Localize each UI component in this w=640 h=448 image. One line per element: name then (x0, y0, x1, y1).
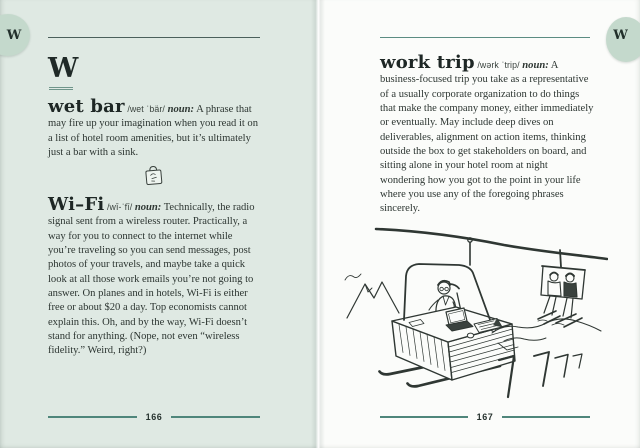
suitcase-icon (48, 163, 260, 196)
definition: A business-focused trip you take as a representative of a usually corporate organization to do things that make the company money, either immediately or eventually. May include deep dives on deliverables, alignment on action items, thinking outside the box to get stakeholders on board, and sitting alone in your hotel room at night wondering how you got to the point in your life where you use any of the foregoing phrases sincerely. (380, 60, 594, 215)
folio-number: 166 (145, 411, 163, 422)
top-rule-left (48, 37, 260, 38)
headword: work trip (380, 52, 475, 73)
definition: Technically, the radio signal sent from a wireless router. Practically, a way for you to connect to the internet while you’re traveling so you can send messages, post photos of your travels, and maybe take a quick look at all those work emails you’re not going to answer. On planes and in hotels, Wi-Fi is either free or about $20 a day. Top economists cannot explain this. Oh, and by the way, Wi-Fi doesn’t stand for anything. (Nope, not even “wireless fidelity.” Weird, right?) (48, 202, 255, 357)
page-number-right (380, 412, 590, 422)
entry-work-trip (380, 52, 594, 217)
letter-tab-badge-left (0, 14, 30, 56)
folio-rule (171, 416, 260, 417)
headword: Wi–Fi (48, 194, 105, 215)
headword: wet bar (48, 96, 125, 117)
page-number-left (48, 412, 260, 422)
badge-letter: W (6, 27, 22, 43)
section-letter-underline (49, 87, 73, 90)
folio-number: 167 (476, 411, 494, 422)
badge-letter: W (613, 27, 628, 43)
pronunciation: /wet ˈbär/ (127, 104, 165, 114)
pronunciation: /wərk ˈtrip/ (477, 60, 520, 70)
letter-tab-badge-right (606, 17, 640, 62)
pronunciation: /wī-ˈfī/ (107, 202, 133, 212)
folio-rule (502, 416, 590, 417)
page-right (318, 0, 640, 448)
folio-rule (380, 416, 468, 417)
top-rule-right (380, 37, 590, 38)
entry-wet-bar (48, 96, 262, 160)
part-of-speech: noun: (134, 202, 162, 213)
page-left (0, 0, 318, 448)
part-of-speech: noun: (167, 104, 195, 115)
folio-rule (48, 416, 137, 417)
section-letter: W (48, 53, 79, 84)
ski-lift-desk-illustration (342, 221, 608, 405)
entry-wi-fi (48, 194, 262, 359)
definition: A phrase that may fire up your imagination when you read it on a list of hotel room amenities, but it’s ultimately just a bar with a sink. (48, 104, 258, 159)
part-of-speech: noun: (522, 60, 549, 71)
